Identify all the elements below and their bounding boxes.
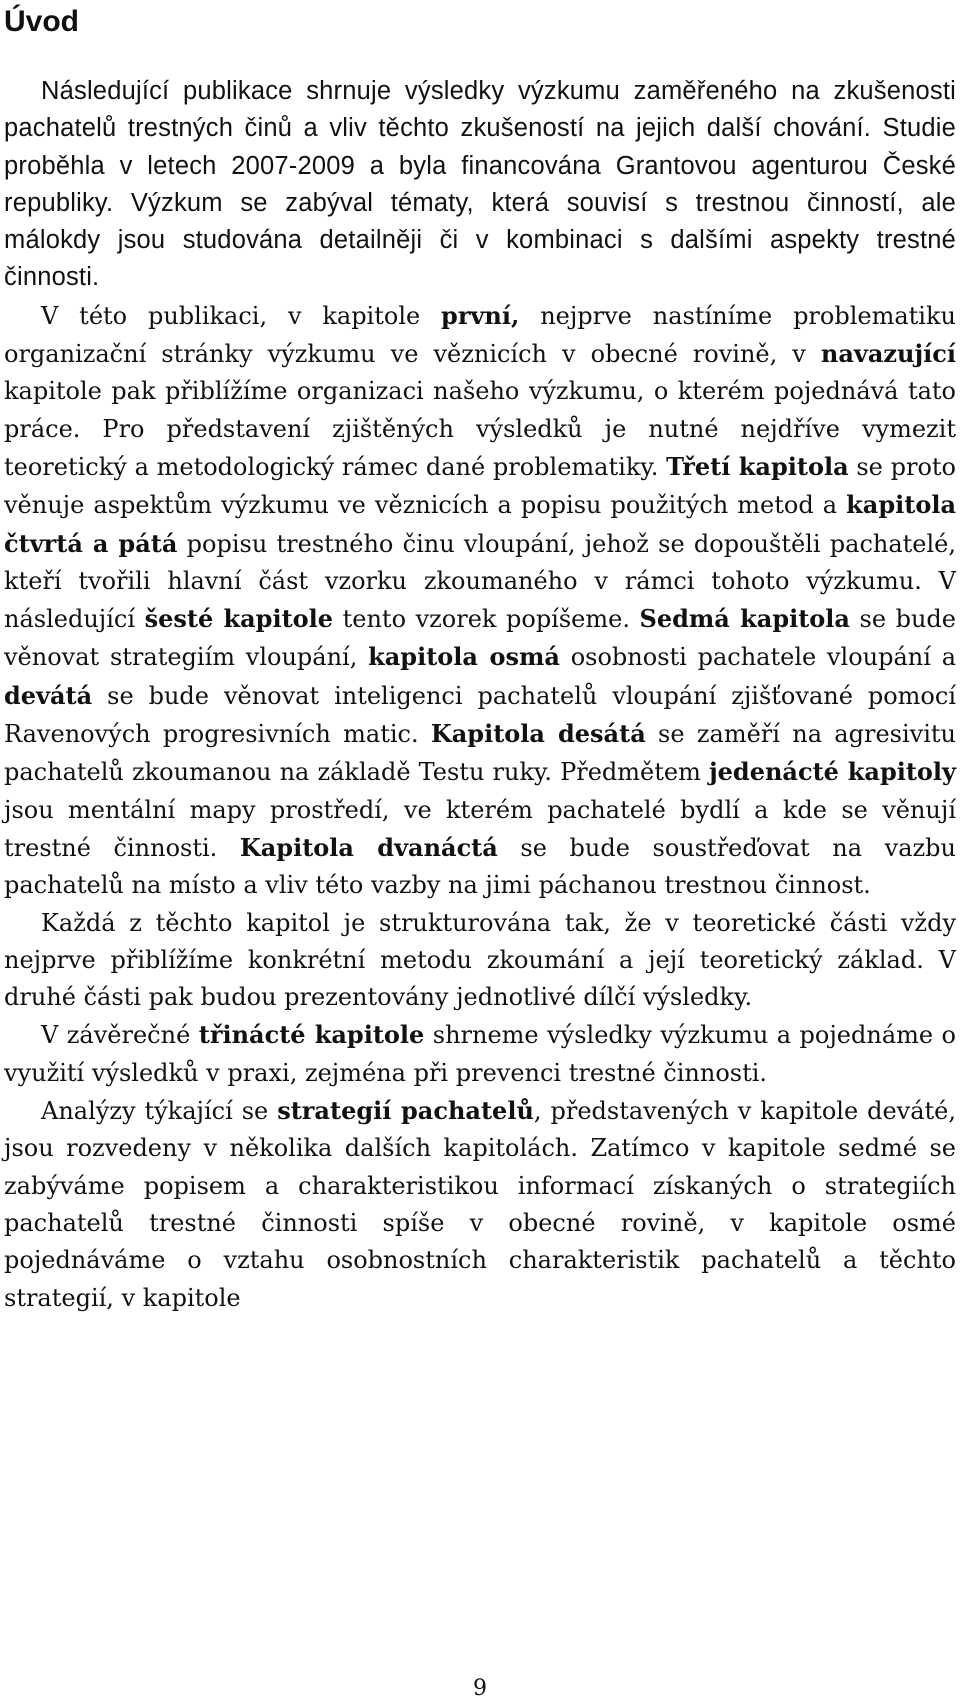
bold-text-run: kapitola osmá [368, 642, 560, 672]
text-run: tento vzorek popíšeme. [333, 605, 640, 634]
paragraph [4, 73, 956, 297]
text-run: se zaměří na agresivitu pachatelů zkoumanou na základě Testu ruky. Předmětem [4, 720, 956, 787]
text-run: Každá z těchto kapitol je strukturována tak, že v teoretické části vždy nejprve přiblížíme konkrétní metodu zkoumání a její teoretický základ. V druhé části pak budou prezentovány jednotlivé dílčí výsledky. [4, 908, 956, 1012]
text-run: se bude věnovat strategiím vloupání, [4, 605, 956, 672]
bold-text-run: Sedmá kapitola [639, 604, 850, 634]
text-run: V závěrečné [41, 1021, 199, 1050]
text-run: Následující publikace shrnuje výsledky výzkumu zaměřeného na zkušenosti pachatelů trestných činů a vliv těchto zkušeností na jejich další chování. Studie proběhla v letech 2007-2009 a byla financována Grantovou agenturou České republiky. Výzkum se zabýval tématy, která souvisí s trestnou činností, ale málokdy jsou studována detailněji či v kombinaci s dalšími aspekty trestné činnosti. [4, 77, 956, 292]
bold-text-run: třinácté kapitole [198, 1020, 425, 1050]
page-number: 9 [473, 1676, 487, 1701]
text-run: osobnosti pachatele vloupání a [559, 643, 956, 672]
text-run: V této publikaci, v kapitole [41, 301, 442, 330]
bold-text-run: strategií pachatelů [277, 1096, 534, 1126]
text-run: se bude soustřeďovat na vazbu pachatelů na místo a vliv této vazby na jimi páchanou trestnou činnost. [4, 833, 956, 900]
paragraph [4, 297, 956, 905]
bold-text-run: šesté kapitole [144, 604, 334, 634]
text-run: se bude věnovat inteligenci pachatelů vloupání zjišťované pomocí Ravenových progresivních matic. [4, 681, 956, 749]
bold-text-run: Kapitola desátá [430, 719, 646, 749]
text-run: Analýzy týkající se [41, 1097, 278, 1126]
bold-text-run: první, [441, 300, 520, 330]
bold-text-run: Třetí kapitola [666, 451, 849, 481]
paragraph [4, 1092, 956, 1317]
text-run: nejprve nastíníme problematiku organizační stránky výzkumu ve věznicích v obecné rovině, v [4, 301, 956, 369]
bold-text-run: jedenácté kapitoly [708, 757, 956, 787]
bold-text-run: Kapitola dvanáctá [239, 832, 498, 862]
paragraph [4, 905, 956, 1017]
text-run: kapitole pak přiblížíme organizaci našeho výzkumu, o kterém pojednává tato práce. Pro představení zjištěných výsledků je nutné nejdříve vymezit teoretický a metodologický rámec dané problematiky. [4, 377, 956, 481]
text-run: , představených v kapitole deváté, jsou rozvedeny v několika dalších kapitolách. Zatímco v kapitole sedmé se zabýváme popisem a charakteristikou informací získaných o strategiích pachatelů trestné činnosti spíše v obecné rovině, v kapitole osmé pojednáváme o vztahu osobnostních charakteristik pachatelů a těchto strategií, v kapitole [4, 1097, 957, 1312]
bold-text-run: devátá [4, 680, 93, 710]
bold-text-run: navazující [820, 339, 956, 369]
body-text [4, 73, 956, 1317]
text-run: jsou mentální mapy prostředí, ve kterém pachatelé bydlí a kde se věnují trestné činnosti. [4, 795, 956, 862]
paragraph [4, 1016, 956, 1092]
text-run: popisu trestného činu vloupání, jehož se dopouštěli pachatelé, kteří tvořili hlavní část vzorku zkoumaného v rámci tohoto výzkumu. V následující [4, 529, 957, 634]
text-run: shrneme výsledky výzkumu a pojednáme o využití výsledků v praxi, zejména při prevenci trestné činnosti. [4, 1021, 956, 1087]
section-heading: Úvod [4, 5, 79, 38]
bold-text-run: kapitola čtvrtá a pátá [4, 490, 956, 558]
text-run: se proto věnuje aspektům výzkumu ve věznicích a popisu použitých metod a [4, 452, 956, 520]
